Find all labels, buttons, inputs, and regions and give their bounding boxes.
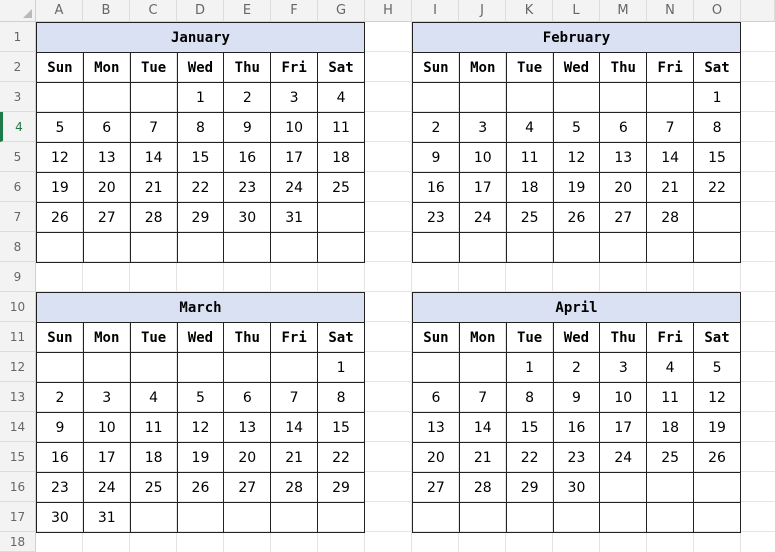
calendar-month-title[interactable]: March bbox=[37, 293, 365, 323]
day-cell[interactable] bbox=[647, 233, 694, 263]
day-cell[interactable]: 25 bbox=[506, 203, 553, 233]
day-cell[interactable]: 15 bbox=[177, 143, 224, 173]
row-header-9[interactable]: 9 bbox=[0, 262, 36, 292]
day-cell[interactable]: 31 bbox=[83, 503, 130, 533]
row-header-18[interactable]: 18 bbox=[0, 532, 36, 552]
day-cell[interactable] bbox=[37, 233, 84, 263]
day-cell[interactable]: 27 bbox=[413, 473, 460, 503]
calendar-3 bbox=[412, 292, 741, 533]
day-cell[interactable]: 2 bbox=[413, 113, 460, 143]
day-cell[interactable]: 12 bbox=[694, 383, 741, 413]
weekday-header[interactable]: Fri bbox=[647, 323, 694, 353]
row-header-5[interactable]: 5 bbox=[0, 142, 36, 172]
day-cell[interactable] bbox=[413, 233, 460, 263]
day-cell[interactable] bbox=[83, 83, 130, 113]
day-cell[interactable] bbox=[413, 83, 460, 113]
day-cell[interactable]: 30 bbox=[37, 503, 84, 533]
weekday-header[interactable]: Sat bbox=[694, 53, 741, 83]
day-cell[interactable] bbox=[694, 233, 741, 263]
row-header-2[interactable]: 2 bbox=[0, 52, 36, 82]
calendar-month-title[interactable]: January bbox=[37, 23, 365, 53]
day-cell[interactable]: 16 bbox=[224, 143, 271, 173]
row-header-14[interactable]: 14 bbox=[0, 412, 36, 442]
day-cell[interactable] bbox=[506, 233, 553, 263]
day-cell[interactable]: 23 bbox=[37, 473, 84, 503]
day-cell[interactable]: 20 bbox=[600, 173, 647, 203]
row-header-15[interactable]: 15 bbox=[0, 442, 36, 472]
day-cell[interactable]: 28 bbox=[459, 473, 506, 503]
day-cell[interactable]: 27 bbox=[83, 203, 130, 233]
day-cell[interactable] bbox=[600, 503, 647, 533]
day-cell[interactable]: 12 bbox=[553, 143, 600, 173]
day-cell[interactable] bbox=[694, 203, 741, 233]
day-cell[interactable]: 29 bbox=[506, 473, 553, 503]
row-header-1[interactable]: 1 bbox=[0, 22, 36, 52]
day-cell[interactable]: 14 bbox=[271, 413, 318, 443]
day-cell[interactable]: 13 bbox=[83, 143, 130, 173]
weekday-header[interactable]: Thu bbox=[600, 323, 647, 353]
day-cell[interactable]: 19 bbox=[177, 443, 224, 473]
column-header-k[interactable]: K bbox=[506, 0, 553, 22]
day-cell[interactable]: 20 bbox=[224, 443, 271, 473]
day-cell[interactable] bbox=[177, 353, 224, 383]
day-cell[interactable] bbox=[600, 473, 647, 503]
day-cell[interactable]: 19 bbox=[37, 173, 84, 203]
day-cell[interactable]: 2 bbox=[37, 383, 84, 413]
day-cell[interactable]: 15 bbox=[694, 143, 741, 173]
day-cell[interactable]: 7 bbox=[130, 113, 177, 143]
weekday-header[interactable]: Mon bbox=[83, 53, 130, 83]
day-cell[interactable]: 2 bbox=[553, 353, 600, 383]
calendar-1 bbox=[412, 22, 741, 263]
weekday-header[interactable]: Wed bbox=[553, 53, 600, 83]
day-cell[interactable]: 6 bbox=[224, 383, 271, 413]
day-cell[interactable]: 16 bbox=[37, 443, 84, 473]
row-header-4[interactable]: 4 bbox=[0, 112, 36, 142]
row-header-13[interactable]: 13 bbox=[0, 382, 36, 412]
day-cell[interactable] bbox=[647, 503, 694, 533]
row-header-10[interactable]: 10 bbox=[0, 292, 36, 322]
day-cell[interactable]: 20 bbox=[413, 443, 460, 473]
day-cell[interactable] bbox=[553, 503, 600, 533]
day-cell[interactable]: 31 bbox=[271, 203, 318, 233]
day-cell[interactable] bbox=[271, 353, 318, 383]
day-cell[interactable]: 14 bbox=[647, 143, 694, 173]
row-header-12[interactable]: 12 bbox=[0, 352, 36, 382]
weekday-header[interactable]: Fri bbox=[271, 53, 318, 83]
weekday-header[interactable]: Sun bbox=[413, 53, 460, 83]
day-cell[interactable]: 7 bbox=[459, 383, 506, 413]
day-cell[interactable]: 1 bbox=[694, 83, 741, 113]
day-cell[interactable]: 18 bbox=[318, 143, 365, 173]
day-cell[interactable]: 2 bbox=[224, 83, 271, 113]
row-header-11[interactable]: 11 bbox=[0, 322, 36, 352]
day-cell[interactable]: 1 bbox=[318, 353, 365, 383]
day-cell[interactable] bbox=[224, 353, 271, 383]
day-cell[interactable]: 8 bbox=[318, 383, 365, 413]
day-cell[interactable]: 23 bbox=[224, 173, 271, 203]
day-cell[interactable]: 28 bbox=[130, 203, 177, 233]
column-header-o[interactable]: O bbox=[694, 0, 741, 22]
day-cell[interactable]: 13 bbox=[224, 413, 271, 443]
day-cell[interactable]: 24 bbox=[271, 173, 318, 203]
day-cell[interactable]: 21 bbox=[647, 173, 694, 203]
day-cell[interactable]: 10 bbox=[83, 413, 130, 443]
weekday-header[interactable]: Wed bbox=[553, 323, 600, 353]
calendar-2 bbox=[36, 292, 365, 533]
day-cell[interactable]: 1 bbox=[177, 83, 224, 113]
row-header-3[interactable]: 3 bbox=[0, 82, 36, 112]
row-header-8[interactable]: 8 bbox=[0, 232, 36, 262]
day-cell[interactable] bbox=[130, 83, 177, 113]
day-cell[interactable]: 17 bbox=[271, 143, 318, 173]
day-cell[interactable] bbox=[37, 83, 84, 113]
weekday-header[interactable]: Wed bbox=[177, 323, 224, 353]
column-header-l[interactable]: L bbox=[553, 0, 600, 22]
calendar-month-title[interactable]: February bbox=[413, 23, 741, 53]
column-header-m[interactable]: M bbox=[600, 0, 647, 22]
day-cell[interactable]: 9 bbox=[37, 413, 84, 443]
day-cell[interactable]: 25 bbox=[318, 173, 365, 203]
row-header-16[interactable]: 16 bbox=[0, 472, 36, 502]
day-cell[interactable]: 24 bbox=[459, 203, 506, 233]
day-cell[interactable]: 7 bbox=[271, 383, 318, 413]
column-header-g[interactable]: G bbox=[318, 0, 365, 22]
column-header-overflow[interactable] bbox=[741, 0, 775, 22]
column-header-c[interactable]: C bbox=[130, 0, 177, 22]
day-cell[interactable]: 20 bbox=[83, 173, 130, 203]
day-cell[interactable]: 30 bbox=[553, 473, 600, 503]
day-cell[interactable] bbox=[553, 233, 600, 263]
day-cell[interactable]: 5 bbox=[177, 383, 224, 413]
column-header-f[interactable]: F bbox=[271, 0, 318, 22]
weekday-header[interactable]: Thu bbox=[224, 53, 271, 83]
day-cell[interactable]: 12 bbox=[37, 143, 84, 173]
day-cell[interactable]: 8 bbox=[694, 113, 741, 143]
day-cell[interactable] bbox=[83, 353, 130, 383]
day-cell[interactable] bbox=[694, 503, 741, 533]
calendar-month-title[interactable]: April bbox=[413, 293, 741, 323]
day-cell[interactable]: 18 bbox=[647, 413, 694, 443]
weekday-header[interactable]: Mon bbox=[83, 323, 130, 353]
weekday-header[interactable]: Sun bbox=[37, 323, 84, 353]
weekday-header[interactable]: Thu bbox=[224, 323, 271, 353]
day-cell[interactable]: 24 bbox=[600, 443, 647, 473]
day-cell[interactable] bbox=[318, 203, 365, 233]
day-cell[interactable]: 27 bbox=[224, 473, 271, 503]
day-cell[interactable]: 18 bbox=[130, 443, 177, 473]
day-cell[interactable]: 22 bbox=[694, 173, 741, 203]
select-all-triangle-icon bbox=[23, 9, 32, 18]
weekday-header[interactable]: Wed bbox=[177, 53, 224, 83]
day-cell[interactable]: 4 bbox=[130, 383, 177, 413]
day-cell[interactable] bbox=[600, 83, 647, 113]
day-cell[interactable] bbox=[271, 233, 318, 263]
day-cell[interactable]: 29 bbox=[177, 203, 224, 233]
day-cell[interactable]: 28 bbox=[647, 203, 694, 233]
column-header-j[interactable]: J bbox=[459, 0, 506, 22]
day-cell[interactable] bbox=[553, 83, 600, 113]
day-cell[interactable] bbox=[413, 353, 460, 383]
day-cell[interactable]: 24 bbox=[83, 473, 130, 503]
day-cell[interactable]: 8 bbox=[177, 113, 224, 143]
weekday-header[interactable]: Tue bbox=[130, 323, 177, 353]
day-cell[interactable] bbox=[318, 233, 365, 263]
day-cell[interactable] bbox=[130, 353, 177, 383]
day-cell[interactable]: 11 bbox=[130, 413, 177, 443]
weekday-header[interactable]: Thu bbox=[600, 53, 647, 83]
day-cell[interactable]: 8 bbox=[506, 383, 553, 413]
weekday-header[interactable]: Mon bbox=[459, 323, 506, 353]
day-cell[interactable]: 3 bbox=[83, 383, 130, 413]
column-header-i[interactable]: I bbox=[412, 0, 459, 22]
weekday-header[interactable]: Sun bbox=[413, 323, 460, 353]
weekday-header[interactable]: Tue bbox=[506, 53, 553, 83]
day-cell[interactable] bbox=[506, 503, 553, 533]
day-cell[interactable] bbox=[224, 233, 271, 263]
day-cell[interactable]: 22 bbox=[177, 173, 224, 203]
day-cell[interactable]: 19 bbox=[694, 413, 741, 443]
day-cell[interactable]: 9 bbox=[224, 113, 271, 143]
day-cell[interactable]: 10 bbox=[459, 143, 506, 173]
day-cell[interactable]: 5 bbox=[37, 113, 84, 143]
day-cell[interactable] bbox=[694, 473, 741, 503]
day-cell[interactable]: 25 bbox=[647, 443, 694, 473]
day-cell[interactable] bbox=[459, 233, 506, 263]
day-cell[interactable]: 6 bbox=[600, 113, 647, 143]
day-cell[interactable]: 3 bbox=[600, 353, 647, 383]
column-header-b[interactable]: B bbox=[83, 0, 130, 22]
day-cell[interactable]: 21 bbox=[271, 443, 318, 473]
day-cell[interactable]: 18 bbox=[506, 173, 553, 203]
day-cell[interactable]: 4 bbox=[318, 83, 365, 113]
day-cell[interactable]: 17 bbox=[83, 443, 130, 473]
day-cell[interactable] bbox=[177, 233, 224, 263]
weekday-header[interactable]: Mon bbox=[459, 53, 506, 83]
weekday-header[interactable]: Sat bbox=[694, 323, 741, 353]
day-cell[interactable] bbox=[130, 233, 177, 263]
day-cell[interactable]: 27 bbox=[600, 203, 647, 233]
day-cell[interactable]: 3 bbox=[459, 113, 506, 143]
day-cell[interactable]: 29 bbox=[318, 473, 365, 503]
weekday-header[interactable]: Tue bbox=[506, 323, 553, 353]
weekday-header[interactable]: Tue bbox=[130, 53, 177, 83]
day-cell[interactable] bbox=[83, 233, 130, 263]
column-header-d[interactable]: D bbox=[177, 0, 224, 22]
day-cell[interactable] bbox=[600, 233, 647, 263]
day-cell[interactable] bbox=[130, 503, 177, 533]
day-cell[interactable]: 26 bbox=[553, 203, 600, 233]
day-cell[interactable]: 1 bbox=[506, 353, 553, 383]
day-cell[interactable]: 30 bbox=[224, 203, 271, 233]
column-header-e[interactable]: E bbox=[224, 0, 271, 22]
day-cell[interactable]: 16 bbox=[553, 413, 600, 443]
day-cell[interactable]: 17 bbox=[600, 413, 647, 443]
day-cell[interactable]: 19 bbox=[553, 173, 600, 203]
day-cell[interactable] bbox=[318, 503, 365, 533]
day-cell[interactable]: 15 bbox=[506, 413, 553, 443]
day-cell[interactable]: 25 bbox=[130, 473, 177, 503]
day-cell[interactable]: 5 bbox=[553, 113, 600, 143]
day-cell[interactable] bbox=[647, 473, 694, 503]
day-cell[interactable]: 4 bbox=[506, 113, 553, 143]
day-cell[interactable] bbox=[459, 83, 506, 113]
day-cell[interactable]: 6 bbox=[83, 113, 130, 143]
select-all-corner[interactable] bbox=[0, 0, 36, 22]
weekday-header[interactable]: Sun bbox=[37, 53, 84, 83]
row-header-7[interactable]: 7 bbox=[0, 202, 36, 232]
day-cell[interactable]: 21 bbox=[459, 443, 506, 473]
day-cell[interactable]: 10 bbox=[271, 113, 318, 143]
column-header-h[interactable]: H bbox=[365, 0, 412, 22]
day-cell[interactable] bbox=[413, 503, 460, 533]
day-cell[interactable]: 23 bbox=[553, 443, 600, 473]
day-cell[interactable]: 6 bbox=[413, 383, 460, 413]
day-cell[interactable]: 23 bbox=[413, 203, 460, 233]
weekday-header[interactable]: Sat bbox=[318, 323, 365, 353]
day-cell[interactable]: 26 bbox=[694, 443, 741, 473]
day-cell[interactable] bbox=[271, 503, 318, 533]
day-cell[interactable]: 9 bbox=[553, 383, 600, 413]
day-cell[interactable]: 11 bbox=[647, 383, 694, 413]
day-cell[interactable]: 14 bbox=[130, 143, 177, 173]
day-cell[interactable] bbox=[459, 503, 506, 533]
weekday-header[interactable]: Fri bbox=[271, 323, 318, 353]
day-cell[interactable]: 13 bbox=[600, 143, 647, 173]
day-cell[interactable] bbox=[224, 503, 271, 533]
day-cell[interactable] bbox=[506, 83, 553, 113]
day-cell[interactable]: 26 bbox=[37, 203, 84, 233]
day-cell[interactable]: 16 bbox=[413, 173, 460, 203]
row-header-17[interactable]: 17 bbox=[0, 502, 36, 532]
day-cell[interactable]: 17 bbox=[459, 173, 506, 203]
weekday-header[interactable]: Sat bbox=[318, 53, 365, 83]
day-cell[interactable]: 11 bbox=[506, 143, 553, 173]
day-cell[interactable]: 13 bbox=[413, 413, 460, 443]
day-cell[interactable]: 14 bbox=[459, 413, 506, 443]
day-cell[interactable]: 10 bbox=[600, 383, 647, 413]
day-cell[interactable]: 11 bbox=[318, 113, 365, 143]
day-cell[interactable]: 4 bbox=[647, 353, 694, 383]
day-cell[interactable]: 26 bbox=[177, 473, 224, 503]
column-header-a[interactable]: A bbox=[36, 0, 83, 22]
weekday-header[interactable]: Fri bbox=[647, 53, 694, 83]
day-cell[interactable]: 28 bbox=[271, 473, 318, 503]
column-header-n[interactable]: N bbox=[647, 0, 694, 22]
day-cell[interactable]: 9 bbox=[413, 143, 460, 173]
day-cell[interactable]: 3 bbox=[271, 83, 318, 113]
day-cell[interactable]: 5 bbox=[694, 353, 741, 383]
day-cell[interactable] bbox=[459, 353, 506, 383]
row-header-6[interactable]: 6 bbox=[0, 172, 36, 202]
day-cell[interactable]: 15 bbox=[318, 413, 365, 443]
day-cell[interactable]: 22 bbox=[506, 443, 553, 473]
day-cell[interactable] bbox=[647, 83, 694, 113]
day-cell[interactable] bbox=[177, 503, 224, 533]
day-cell[interactable]: 12 bbox=[177, 413, 224, 443]
day-cell[interactable]: 22 bbox=[318, 443, 365, 473]
day-cell[interactable]: 7 bbox=[647, 113, 694, 143]
day-cell[interactable]: 21 bbox=[130, 173, 177, 203]
calendar-0 bbox=[36, 22, 365, 263]
day-cell[interactable] bbox=[37, 353, 84, 383]
